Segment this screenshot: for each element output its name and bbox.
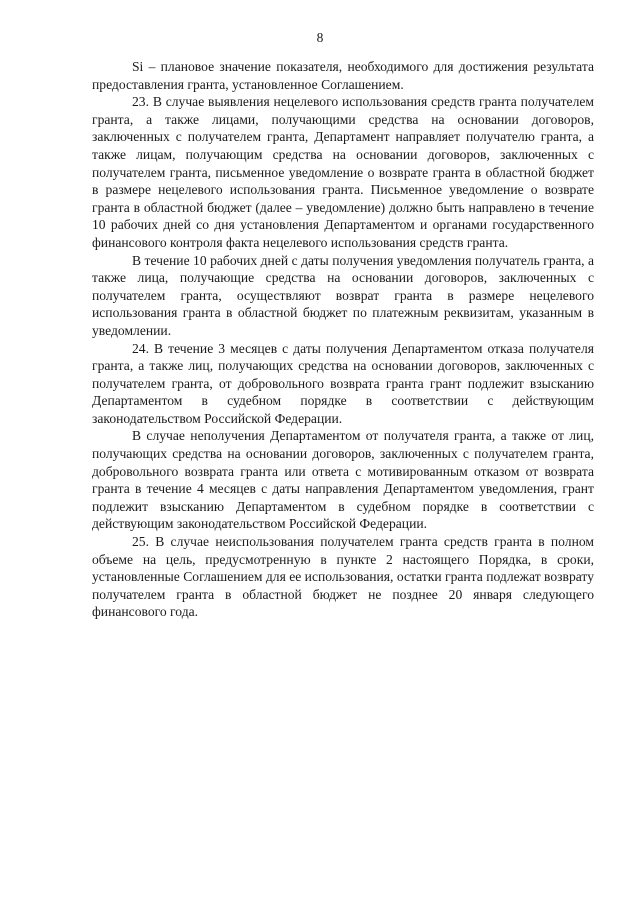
paragraph-si-definition: Si – плановое значение показателя, необходимого для достижения результата предоставления гранта, установленное Соглашением.	[92, 59, 594, 92]
paragraph-return-within-10-days: В течение 10 рабочих дней с даты получения уведомления получатель гранта, а также лица, получающие средства на основании договоров, заключенных с получателем гранта, осуществляют возврат гранта в размере нецелевого использования гранта в областной бюджет по платежным реквизитам, указанным в уведомлении.	[92, 252, 594, 338]
paragraph-clause-24: 24. В течение 3 месяцев с даты получения Департаментом отказа получателя гранта, а также лиц, получающих средства на основании договоров, заключенных с получателем гранта, от добровольного возврата гранта грант подлежит взысканию Департаментом в судебном порядке в соответствии с действующим законодательством Российской Федерации.	[92, 340, 594, 426]
paragraph-clause-25: 25. В случае неиспользования получателем гранта средств гранта в полном объеме на цель, предусмотренную в пункте 2 настоящего Порядка, в сроки, установленные Соглашением для ее использования, остатки гранта подлежат возврату получателем гранта в областной бюджет не позднее 20 января следующего финансового года.	[92, 534, 594, 620]
paragraph-clause-23: 23. В случае выявления нецелевого использования средств гранта получателем гранта, а также лицами, получающими средства на основании договоров, заключенных с получателем гранта, Департамент направляет получателю гранта, а также лицам, получающим средства на основании договоров, заключенных с получателем гранта, письменное уведомление о возврате гранта в областной бюджет в размере нецелевого использования гранта. Письменное уведомление о возврате гранта в областной бюджет (далее – уведомление) должно быть направлено в течение 10 рабочих дней со дня установления Департаментом и органами государственного финансового контроля факта нецелевого использования средств гранта.	[92, 94, 594, 250]
document-body	[92, 58, 594, 621]
page-number: 8	[316, 30, 324, 45]
paragraph-non-receipt-of-return: В случае неполучения Департаментом от получателя гранта, а также от лиц, получающих средства на основании договоров, заключенных с получателем гранта, добровольного возврата гранта или ответа с мотивированным отказом от возврата гранта в течение 4 месяцев с даты направления Департаментом уведомления, грант подлежит взысканию Департаментом в судебном порядке в соответствии с действующим законодательством Российской Федерации.	[92, 428, 594, 532]
